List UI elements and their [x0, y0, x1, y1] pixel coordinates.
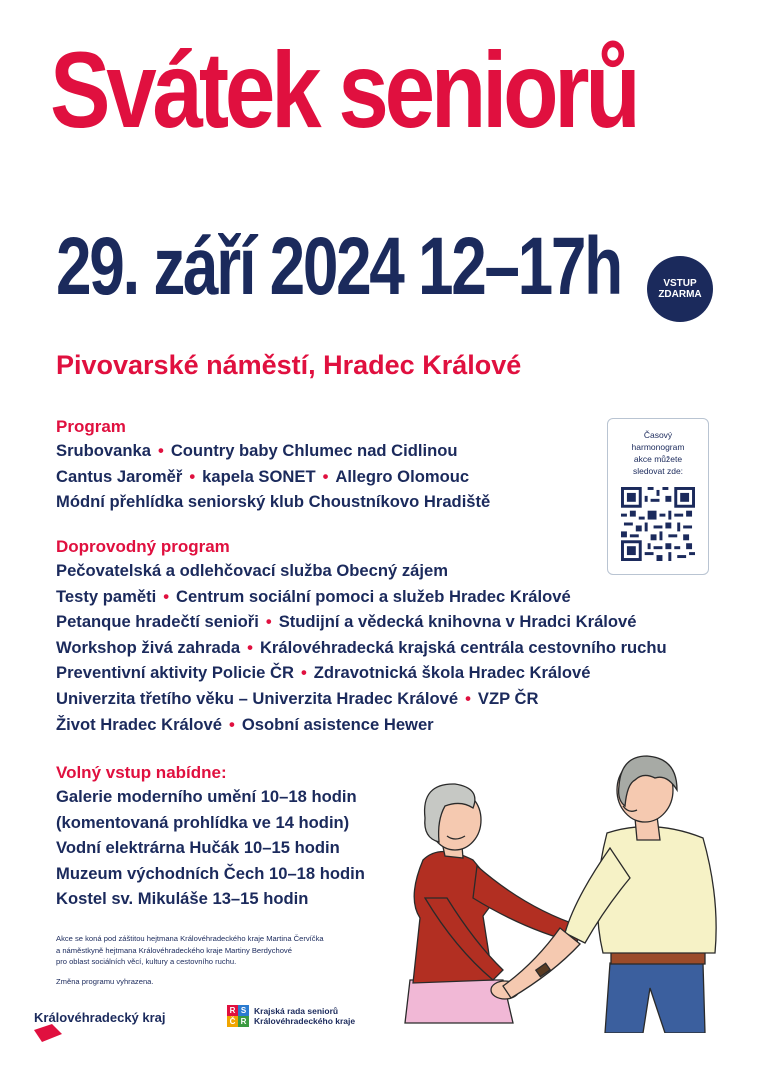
free-entry-item: Vodní elektrárna Hučák 10–15 hodin	[56, 838, 340, 858]
qr-card[interactable]	[607, 418, 709, 575]
program-section	[56, 416, 490, 515]
free-entry-item: Muzeum východních Čech 10–18 hodin	[56, 863, 365, 883]
free-entry-item: Galerie moderního umění 10–18 hodin	[56, 787, 357, 806]
rscr-letter: Č	[227, 1016, 238, 1027]
accompanying-section	[56, 536, 667, 737]
qr-caption-line: harmonogram	[631, 442, 685, 452]
free-entry-item: Kostel sv. Mikuláše 13–15 hodin	[56, 889, 309, 909]
acc-line-3	[56, 609, 667, 635]
bullet-dot: •	[300, 663, 307, 683]
note-line: pro oblast sociálních věcí, kultury a cestovního ruchu.	[56, 957, 237, 966]
acc-item: Život Hradec Králové	[56, 714, 222, 734]
acc-item: Preventivní aktivity Policie ČR	[56, 663, 294, 683]
rscr-letter: S	[238, 1005, 249, 1016]
program-item: Módní přehlídka seniorský klub Choustníkovo Hradiště	[56, 492, 491, 512]
bullet-dot: •	[189, 466, 196, 486]
badge-line2: ZDARMA	[658, 289, 702, 300]
acc-item: Pečovatelská a odlehčovací služba Obecný zájem	[56, 561, 448, 580]
acc-item: Testy paměti	[56, 586, 157, 606]
badge-line1: VSTUP	[663, 278, 697, 289]
acc-line-7	[56, 712, 667, 738]
note-line: a náměstkyně hejtmana Královéhradeckého kraje Martiny Berdychové	[56, 945, 292, 955]
acc-item: Královéhradecká krajská centrála cestovního ruchu	[259, 637, 667, 657]
bullet-dot: •	[247, 637, 253, 657]
patronage-note	[56, 933, 376, 987]
free-entry-heading: Volný vstup nabídne:	[56, 763, 227, 782]
council-line: Krajská rada seniorů	[254, 1006, 339, 1016]
dancing-seniors-illustration	[385, 748, 730, 1033]
woman-figure	[405, 784, 580, 1023]
qr-caption-line: Časový	[643, 430, 673, 440]
qr-caption-line: sledovat zde:	[632, 466, 684, 476]
bullet-dot: •	[465, 688, 471, 708]
rscr-logo-icon	[227, 1005, 249, 1027]
qr-code-icon[interactable]	[621, 487, 695, 561]
bullet-dot: •	[229, 714, 235, 734]
bullet-dot: •	[265, 612, 272, 632]
acc-item: VZP ČR	[477, 688, 539, 708]
free-entry-section	[56, 762, 365, 912]
qr-caption-line: akce můžete	[633, 454, 683, 464]
rscr-letter: R	[227, 1005, 238, 1016]
acc-item: Zdravotnická škola Hradec Králové	[313, 663, 591, 683]
program-item: Srubovanka	[56, 441, 151, 460]
acc-item: Studijní a vědecká knihovna v Hradci Králové	[278, 612, 637, 632]
program-item: Cantus Jaroměř	[56, 466, 183, 486]
acc-line-1	[56, 558, 667, 584]
acc-line-6	[56, 686, 667, 712]
free-entry-item: (komentovaná prohlídka ve 14 hodin)	[56, 812, 350, 832]
man-figure	[503, 756, 716, 1033]
kraj-logo-icon	[34, 1024, 62, 1042]
program-line-3	[56, 489, 490, 515]
acc-item: Centrum sociální pomoci a služeb Hradec Králové	[176, 586, 571, 606]
acc-line-5	[56, 660, 667, 686]
program-line-2	[56, 464, 490, 490]
acc-item: Workshop živá zahrada	[56, 637, 241, 657]
acc-item: Osobní asistence Hewer	[241, 714, 434, 734]
bullet-dot: •	[322, 466, 329, 486]
program-item: kapela SONET	[202, 466, 316, 486]
acc-item: Univerzita třetího věku – Univerzita Hradec Králové	[56, 688, 459, 708]
event-venue: Pivovarské náměstí, Hradec Králové	[56, 350, 522, 380]
note-line: Změna programu vyhrazena.	[56, 976, 154, 986]
bullet-dot: •	[163, 586, 170, 606]
note-line: Akce se koná pod záštitou hejtmana Královéhradeckého kraje Martina Červíčka	[56, 934, 324, 943]
acc-line-2	[56, 584, 667, 610]
rscr-letter: R	[238, 1016, 249, 1027]
event-date: 29. září 2024 12–17h	[56, 221, 621, 312]
acc-item: Petanque hradečtí senioři	[56, 612, 259, 632]
council-line: Královéhradeckého kraje	[254, 1016, 356, 1026]
senior-council-name	[254, 1006, 355, 1026]
program-line-1	[56, 438, 490, 464]
program-heading: Program	[56, 417, 126, 436]
bullet-dot: •	[158, 441, 164, 460]
free-entry-badge	[647, 256, 713, 322]
accompanying-heading: Doprovodný program	[56, 537, 230, 556]
qr-caption	[608, 429, 708, 477]
region-name: Královéhradecký kraj	[34, 1010, 166, 1025]
program-item: Country baby Chlumec nad Cidlinou	[170, 441, 458, 460]
event-title: Svátek seniorů	[50, 29, 637, 150]
program-item: Allegro Olomouc	[335, 466, 470, 486]
acc-line-4	[56, 635, 667, 661]
